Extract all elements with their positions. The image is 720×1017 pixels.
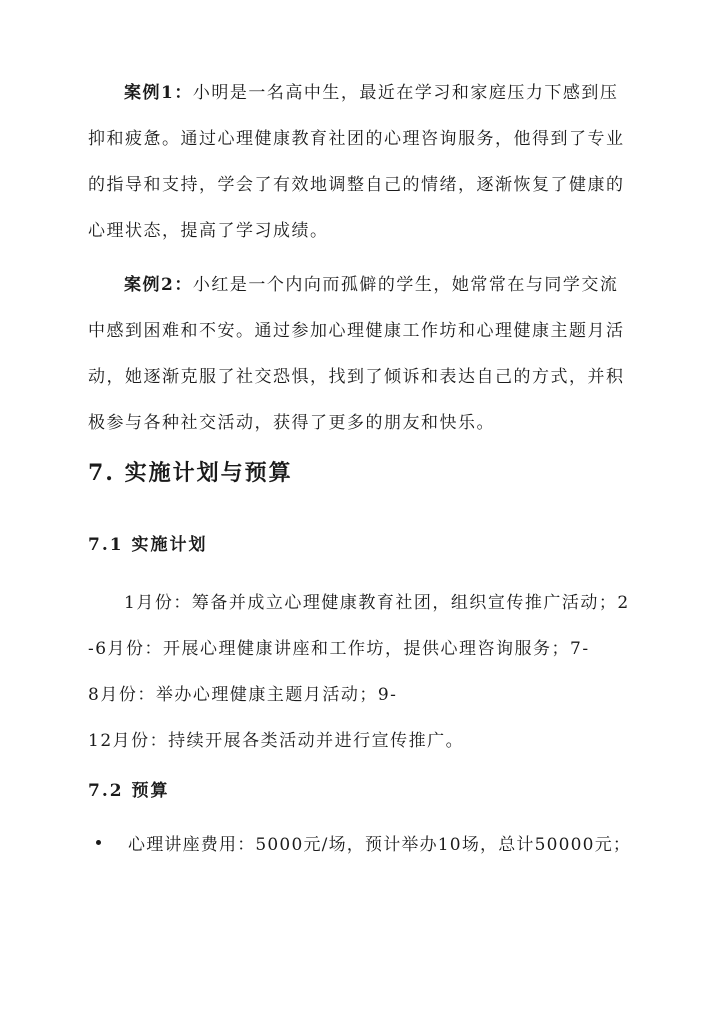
case-1-line-3: 的指导和支持，学会了有效地调整自己的情绪，逐渐恢复了健康的 — [88, 175, 625, 195]
case-1-line-4: 心理状态，提高了学习成绩。 — [88, 221, 329, 241]
case-2-line-2: 中感到困难和不安。通过参加心理健康工作坊和心理健康主题月活 — [88, 321, 625, 341]
case-1-label: 案例1： — [124, 83, 193, 103]
case-2-paragraph — [88, 262, 644, 446]
budget-item-text: 心理讲座费用：5000元/场，预计举办10场，总计50000元； — [128, 835, 632, 855]
plan-line-1: 1月份：筹备并成立心理健康教育社团，组织宣传推广活动；2 — [124, 593, 630, 613]
plan-line-3: 8月份：举办心理健康主题月活动；9- — [88, 685, 398, 705]
section-7-heading: 7. 实施计划与预算 — [88, 460, 293, 486]
bullet-icon — [96, 840, 101, 845]
case-1-line-1: 案例1：小明是一名高中生，最近在学习和家庭压力下感到压 — [124, 83, 619, 103]
case-2-label: 案例2： — [124, 275, 193, 295]
section-7-1-heading: 7.1 实施计划 — [88, 535, 208, 555]
budget-list-item — [104, 830, 631, 855]
case-1-paragraph — [88, 70, 644, 254]
plan-line-2: -6月份：开展心理健康讲座和工作坊，提供心理咨询服务；7- — [88, 639, 590, 659]
plan-line-4: 12月份：持续开展各类活动并进行宣传推广。 — [88, 731, 465, 751]
section-7-2-heading: 7.2 预算 — [88, 781, 170, 801]
implementation-plan-paragraph — [88, 580, 644, 764]
case-1-line-2: 抑和疲惫。通过心理健康教育社团的心理咨询服务，他得到了专业 — [88, 129, 625, 149]
case-2-line-1: 案例2：小红是一个内向而孤僻的学生，她常常在与同学交流 — [124, 275, 619, 295]
case-2-line-3: 动，她逐渐克服了社交恐惧，找到了倾诉和表达自己的方式，并积 — [88, 367, 625, 387]
case-2-line-4: 极参与各种社交活动，获得了更多的朋友和快乐。 — [88, 413, 495, 433]
